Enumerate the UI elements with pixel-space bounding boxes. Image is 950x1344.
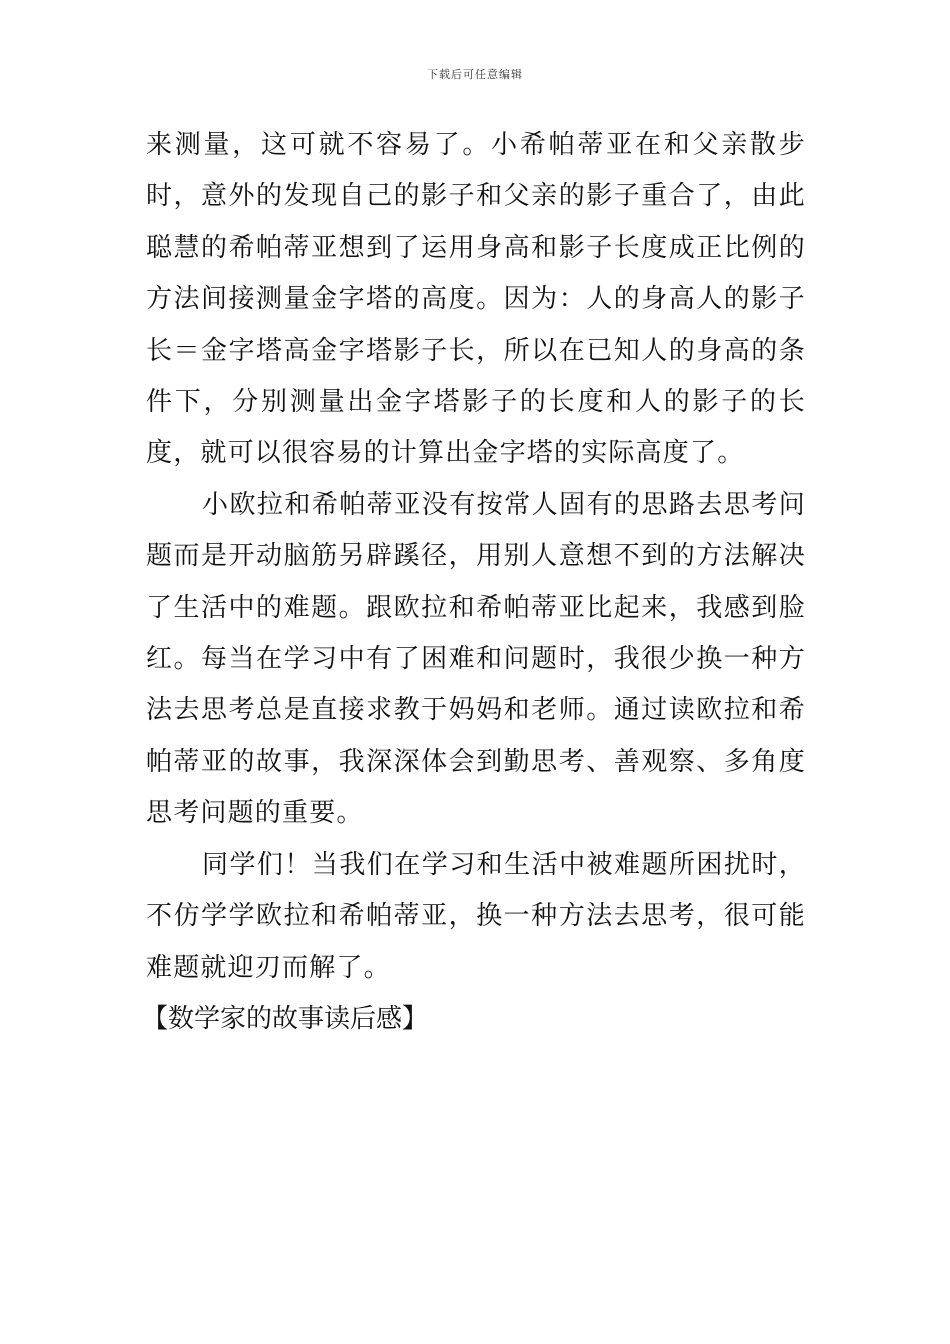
paragraph-1: 来测量，这可就不容易了。小希帕蒂亚在和父亲散步时，意外的发现自己的影子和父亲的影子重合了，由此聪慧的希帕蒂亚想到了运用身高和影子长度成正比例的方法间接测量金字塔的高度。因为：人的身高人的影子长＝金字塔高金字塔影子长，所以在已知人的身高的条件下，分别测量出金字塔影子的长度和人的影子的长度，就可以很容易的计算出金字塔的实际高度了。 [146,130,806,469]
paragraph-3: 同学们！当我们在学习和生活中被难题所困扰时，不仿学学欧拉和希帕蒂亚，换一种方法去思考，很可能难题就迎刃而解了。 [146,849,806,983]
paragraph-2: 小欧拉和希帕蒂亚没有按常人固有的思路去思考问题而是开动脑筋另辟蹊径，用别人意想不到的方法解决了生活中的难题。跟欧拉和希帕蒂亚比起来，我感到脸红。每当在学习中有了困难和问题时，我很少换一种方法去思考总是直接求教于妈妈和老师。通过读欧拉和希帕蒂亚的故事，我深深体会到勤思考、善观察、多角度思考问题的重要。 [146,489,806,829]
page-header: 下载后可任意编辑 [427,68,523,81]
document-body [142,120,806,1045]
section-heading: 【数学家的故事读后感】 [142,1003,429,1034]
